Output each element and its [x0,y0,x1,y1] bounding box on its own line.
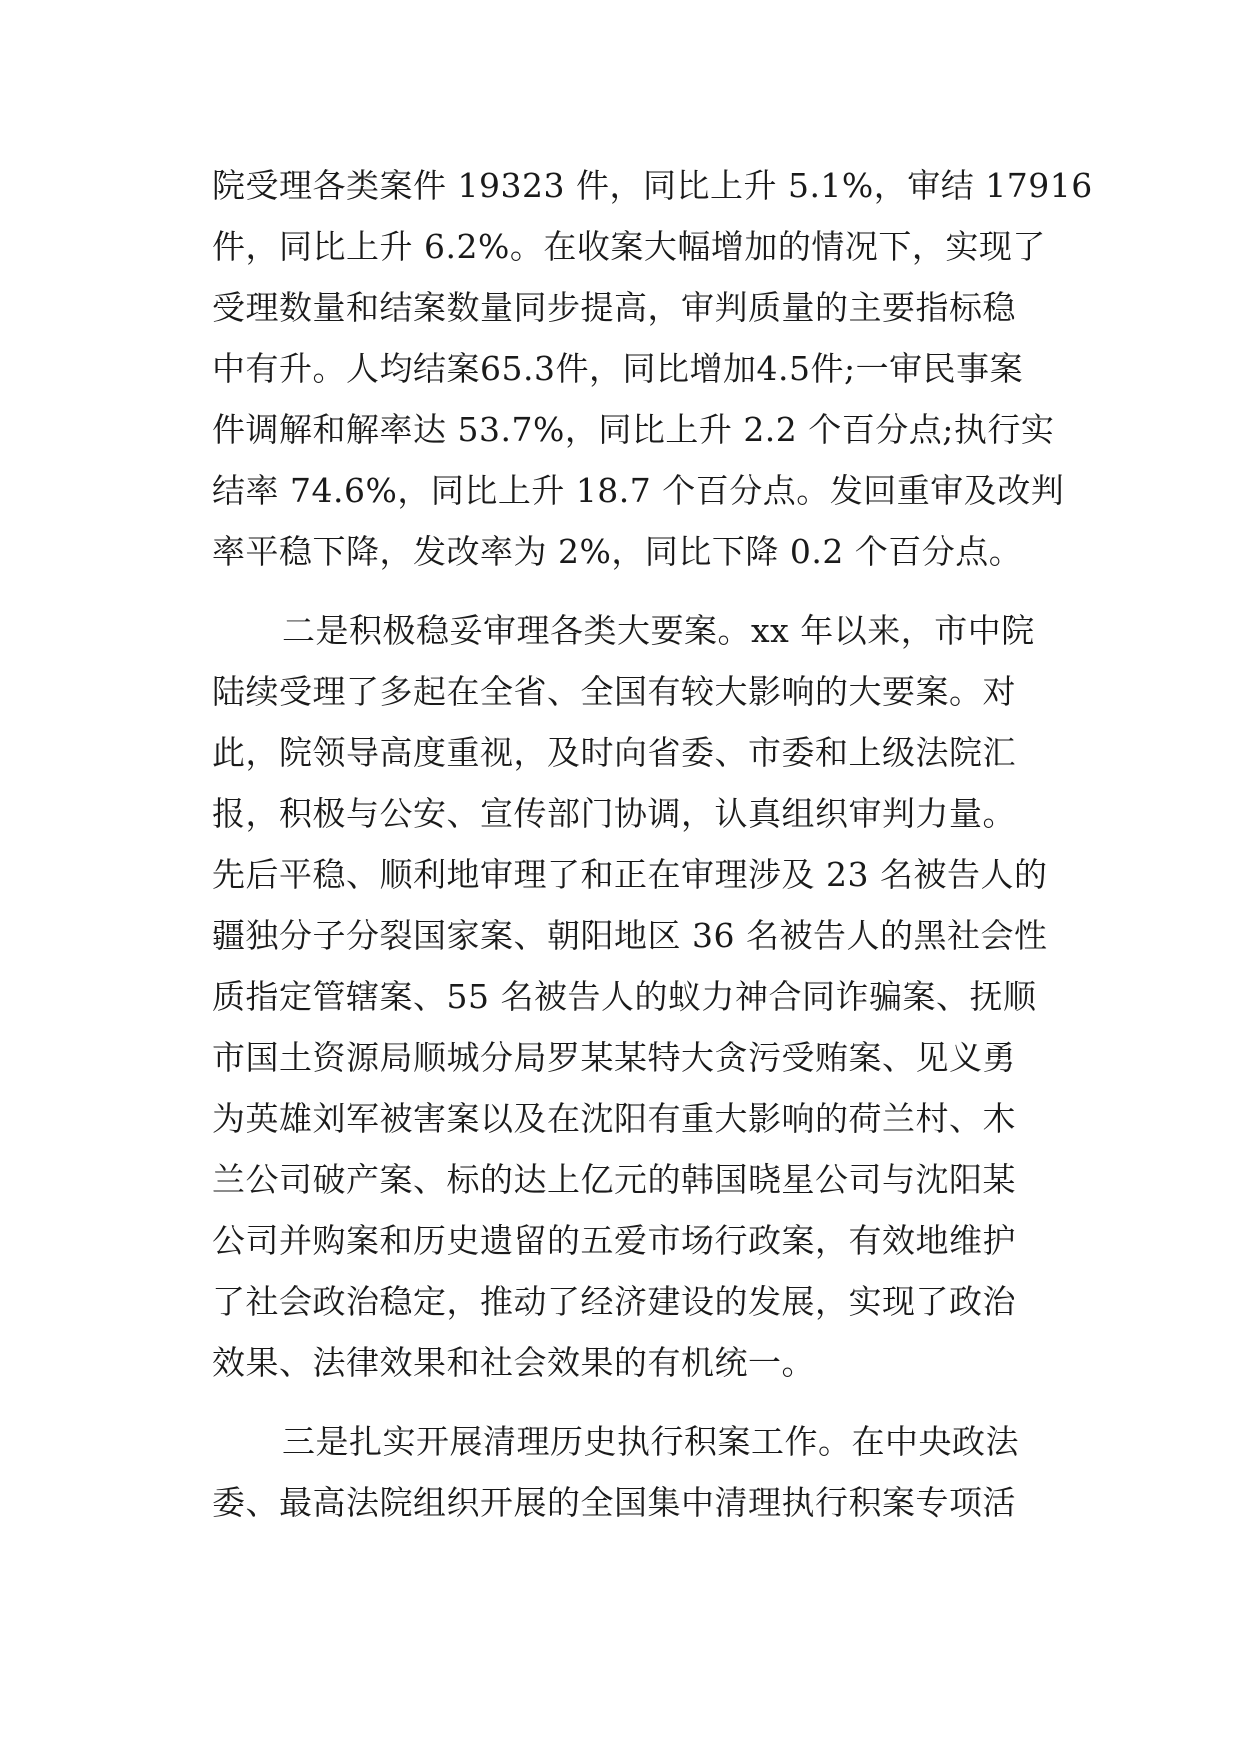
text-line: 公司并购案和历史遗留的五爱市场行政案，有效地维护 [212,1221,1016,1260]
paragraph-backlog-cleanup [212,1411,1032,1533]
paragraph-case-statistics [212,155,1093,582]
text-line: 率平稳下降，发改率为 2%，同比下降 0.2 个百分点。 [212,532,1023,571]
paragraph-major-cases [212,600,1048,1393]
paragraph-spacer [212,1393,1032,1411]
text-line: 结率 74.6%，同比上升 18.7 个百分点。发回重审及改判 [212,471,1065,510]
text-line: 件调解和解率达 53.7%，同比上升 2.2 个百分点;执行实 [212,410,1055,449]
text-line: 兰公司破产案、标的达上亿元的韩国晓星公司与沈阳某 [212,1160,1016,1199]
document-body [212,155,1093,1533]
text-line: 陆续受理了多起在全省、全国有较大影响的大要案。对 [212,672,1016,711]
text-line: 此，院领导高度重视，及时向省委、市委和上级法院汇 [212,733,1016,772]
text-line-first: 三是扎实开展清理历史执行积案工作。在中央政法 [282,1422,1019,1461]
text-line: 委、最高法院组织开展的全国集中清理执行积案专项活 [212,1483,1016,1522]
text-line: 报，积极与公安、宣传部门协调，认真组织审判力量。 [212,794,1016,833]
text-line: 件，同比上升 6.2%。在收案大幅增加的情况下，实现了 [212,227,1046,266]
text-line: 先后平稳、顺利地审理了和正在审理涉及 23 名被告人的 [212,855,1048,894]
text-line: 中有升。人均结案65.3件，同比增加4.5件;一审民事案 [212,349,1024,388]
paragraph-spacer [212,582,1032,600]
text-line: 受理数量和结案数量同步提高，审判质量的主要指标稳 [212,288,1016,327]
text-line-first: 二是积极稳妥审理各类大要案。xx 年以来，市中院 [282,611,1035,650]
text-line: 质指定管辖案、55 名被告人的蚁力神合同诈骗案、抚顺 [212,977,1037,1016]
text-line: 效果、法律效果和社会效果的有机统一。 [212,1343,815,1382]
text-line: 了社会政治稳定，推动了经济建设的发展，实现了政治 [212,1282,1016,1321]
text-line: 疆独分子分裂国家案、朝阳地区 36 名被告人的黑社会性 [212,916,1048,955]
text-line: 市国土资源局顺城分局罗某某特大贪污受贿案、见义勇 [212,1038,1016,1077]
text-line: 院受理各类案件 19323 件，同比上升 5.1%，审结 17916 [212,166,1093,205]
text-line: 为英雄刘军被害案以及在沈阳有重大影响的荷兰村、木 [212,1099,1016,1138]
